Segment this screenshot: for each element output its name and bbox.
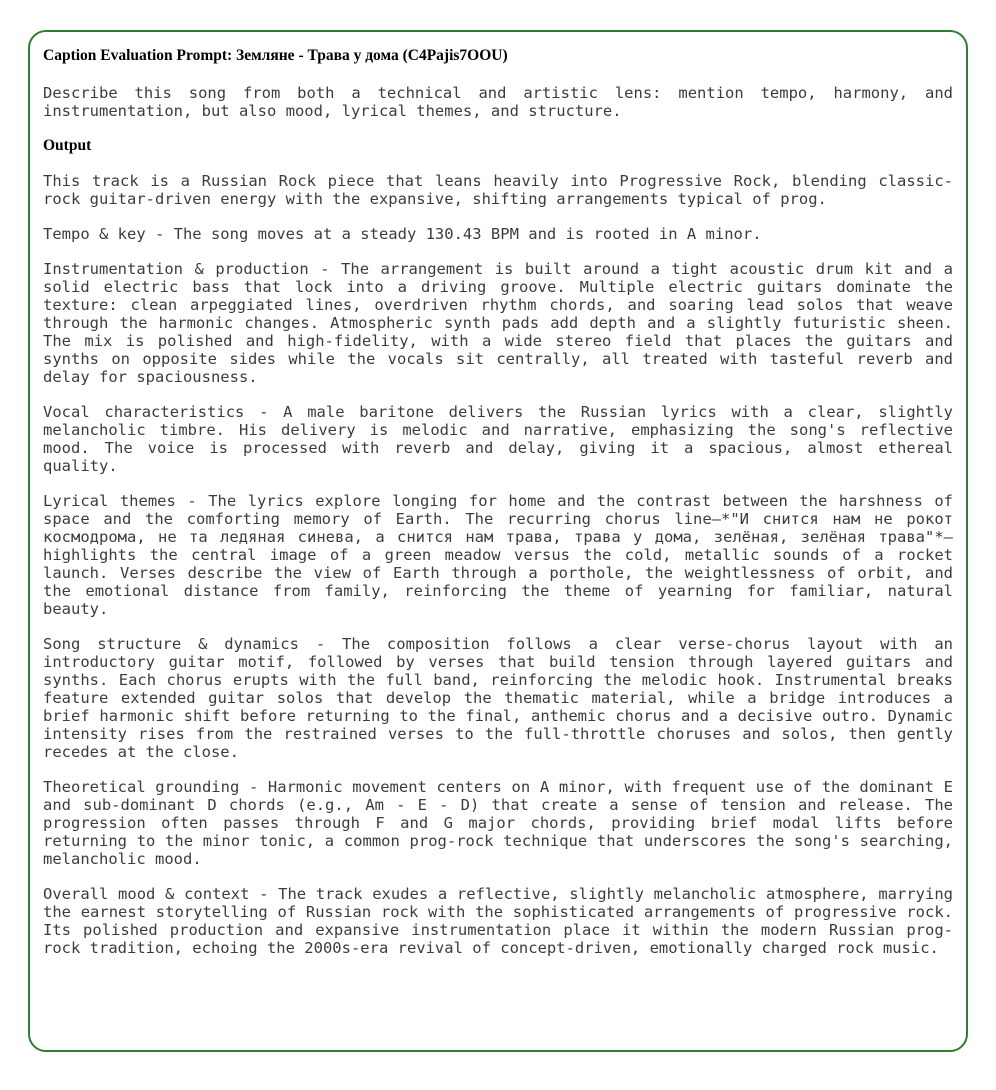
paragraph-lyrical-themes: Lyrical themes - The lyrics explore longing for home and the contrast between the harshness of space and the comforting memory of Earth. The recurring chorus line—*"И снится нам не рокот космодрома, не та ледяная синева, а снится нам трава, трава у дома, зелёная, зелёная трава"*—highlights the central image of a green meadow versus the cold, metallic sounds of a rocket launch. Verses describe the view of Earth through a porthole, the weightlessness of orbit, and the emotional distance from family, reinforcing the theme of yearning for familiar, natural beauty. xyxy=(43,492,953,618)
paragraph-tempo-key: Tempo & key - The song moves at a steady 130.43 BPM and is rooted in A minor. xyxy=(43,225,762,243)
paragraph-vocal-characteristics: Vocal characteristics - A male baritone delivers the Russian lyrics with a clear, slightly melancholic timbre. His delivery is melodic and narrative, emphasizing the song's reflective mood. The voice is processed with reverb and delay, giving it a spacious, almost ethereal quality. xyxy=(43,403,953,475)
paragraph-overall-mood-context: Overall mood & context - The track exudes a reflective, slightly melancholic atmosphere, marrying the earnest storytelling of Russian rock with the sophisticated arrangements of progressive rock. Its polished production and expansive instrumentation place it within the modern Russian prog-rock tradition, echoing the 2000s-era revival of concept-driven, emotionally charged rock music. xyxy=(43,885,953,957)
paragraph-genre-overview: This track is a Russian Rock piece that leans heavily into Progressive Rock, blending classic-rock guitar-driven energy with the expansive, shifting arrangements typical of prog. xyxy=(43,172,953,208)
paragraph-song-structure-dynamics: Song structure & dynamics - The composition follows a clear verse-chorus layout with an introductory guitar motif, followed by verses that build tension through layered guitars and synths. Each chorus erupts with the full band, reinforcing the melodic hook. Instrumental breaks feature extended guitar solos that develop the thematic material, while a bridge introduces a brief harmonic shift before returning to the final, anthemic chorus and a decisive outro. Dynamic intensity rises from the restrained verses to the full-throttle choruses and solos, then gently recedes at the close. xyxy=(43,635,953,761)
document-title: Caption Evaluation Prompt: Земляне - Трава у дома (C4Pajis7OOU) xyxy=(43,47,508,64)
paragraph-theoretical-grounding: Theoretical grounding - Harmonic movement centers on A minor, with frequent use of the dominant E and sub-dominant D chords (e.g., Am - E - D) that create a sense of tension and release. The progression often passes through F and G major chords, providing brief modal lifts before returning to the minor tonic, a common prog-rock technique that underscores the song's searching, melancholic mood. xyxy=(43,778,953,868)
paragraph-instrumentation-production: Instrumentation & production - The arrangement is built around a tight acoustic drum kit and a solid electric bass that lock into a driving groove. Multiple electric guitars dominate the texture: clean arpeggiated lines, overdriven rhythm chords, and soaring lead solos that weave through the harmonic changes. Atmospheric synth pads add depth and a slightly futuristic sheen. The mix is polished and high-fidelity, with a wide stereo field that places the guitars and synths on opposite sides while the vocals sit centrally, all treated with tasteful reverb and delay for spaciousness. xyxy=(43,260,953,386)
prompt-card xyxy=(28,30,968,1052)
prompt-text: Describe this song from both a technical and artistic lens: mention tempo, harmony, and instrumentation, but also mood, lyrical themes, and structure. xyxy=(43,84,953,120)
output-heading: Output xyxy=(43,137,92,154)
